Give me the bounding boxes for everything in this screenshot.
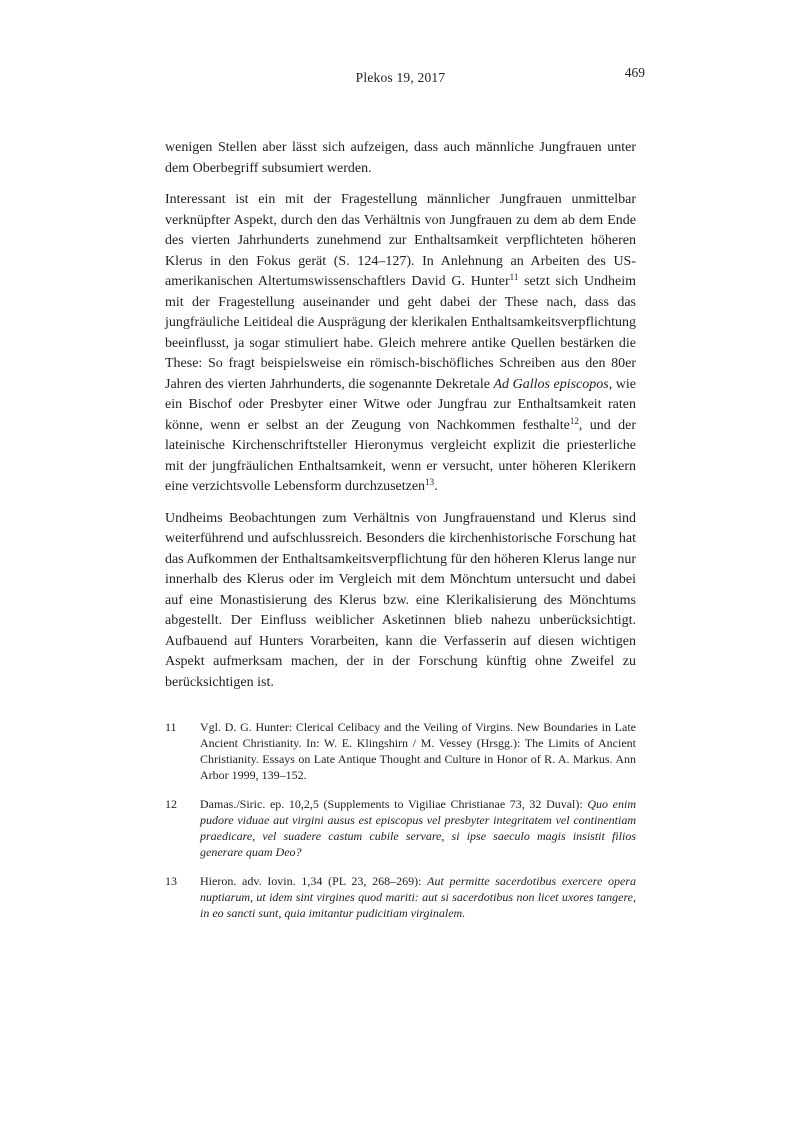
footnote-number: 13	[165, 874, 177, 888]
text-segment: Quo enim pudore viduae aut virgini ausus est episcopus vel presbyter integritatem vel continentiam praedicare, vel suadere castum cubile servare, si ipse saeculo magis insistit filios generare quam Deo?	[200, 797, 637, 859]
footnote-11	[165, 719, 636, 783]
running-head	[165, 65, 645, 88]
page-number: 469	[624, 65, 645, 80]
journal-title: Plekos 19, 2017	[355, 70, 446, 85]
footnote-13	[165, 873, 636, 921]
paragraph-2	[165, 190, 636, 498]
footnote-number: 11	[165, 720, 177, 734]
footnote-text	[200, 719, 636, 783]
paragraph-1	[165, 138, 636, 179]
text-segment: Damas./Siric. ep. 10,2,5 (Supplements to Vigiliae Christianae 73, 32 Duval):	[200, 797, 588, 811]
text-segment: .	[434, 479, 438, 494]
text-segment: Aut permitte sacerdotibus exercere opera nuptiarum, ut idem sint virgines quod mariti: aut si sacerdotibus non licet uxores tangere, in eo sancti sunt, quia imitantur pudicitiam virginalem.	[200, 874, 636, 920]
text-segment: Ad Gallos episcopos	[493, 376, 609, 392]
text-segment: Vgl. D. G. Hunter: Clerical Celibacy and the Veiling of Virgins. New Boundaries in Late Ancient Christianity. In: W. E. Klingshirn / M. Vessey (Hrsgg.): The Limits of Ancient Christianity. Essays on Late Antique Thought and Culture in Honor of R. A. Markus. Ann Arbor 1999, 139–152.	[200, 720, 636, 782]
text-segment: Undheims Beobachtungen zum Verhältnis von Jungfrauenstand und Klerus sind weiterführend und aufschlussreich. Besonders die kirchenhistorische Forschung hat das Aufkommen der Enthaltsamkeitsverpflichtung für den höheren Klerus lange nur innerhalb des Klerus oder im Vergleich mit dem Mönchtum untersucht und dabei auf eine Monastisierung des Klerus bzw. eine Klerikalisierung des Mönchtums abgestellt. Der Einfluss weiblicher Asketinnen blieb nahezu unberücksichtigt. Aufbauend auf Hunters Vorarbeiten, kann die Verfasserin auf diesen wichtigen Aspekt aufmerksam machen, der in der Forschung künftig ohne Zweifel zu berücksichtigen ist.	[165, 510, 636, 690]
content-column	[165, 0, 645, 921]
text-segment: , wie ein Bischof oder Presbyter einer Witwe oder Jungfrau zur Enthaltsamkeit raten könne, wenn er selbst an der Zeugung von Nachkommen festhalte	[165, 376, 636, 433]
footnote-12	[165, 796, 636, 860]
paragraph-3	[165, 509, 636, 694]
footnote-marker: 12	[569, 415, 579, 426]
text-segment: setzt sich Undheim mit der Fragestellung auseinander und geht dabei der These nach, dass das jungfräuliche Leitideal die Ausprägung der klerikalen Enthaltsamkeitsverpflichtung beeinflusst, ja sogar stimuliert habe. Gleich mehrere antike Quellen bestärken die These: So fragt beispielsweise ein römisch-bischöfliches Schreiben aus den 80er Jahren des vierten Jahrhunderts, die sogenannte Dekretale	[165, 274, 636, 392]
footnote-text	[200, 873, 636, 921]
text-segment: , und der lateinische Kirchenschriftsteller Hieronymus vergleicht explizit die priesterliche mit der jungfräulichen Enthaltsamkeit, wenn er versucht, unter höheren Klerikern eine verzichtsvolle Lebensform durchzusetzen	[165, 417, 636, 494]
footnotes-section	[165, 719, 636, 921]
footnote-marker: 11	[509, 272, 519, 282]
text-segment: Interessant ist ein mit der Fragestellung männlicher Jungfrauen unmittelbar verknüpfter Aspekt, durch den das Verhältnis von Jungfrauen zu dem ab dem Ende des vierten Jahrhunderts zunehmend zur Enthaltsamkeit verpflichteten höheren Klerus in den Fokus gerät (S. 124–127). In Anlehnung an Arbeiten des US-amerikanischen Altertumswissenschaftlers David G. Hunter	[165, 192, 636, 289]
footnote-text	[200, 796, 636, 860]
footnote-number: 12	[165, 797, 177, 811]
text-segment: wenigen Stellen aber lässt sich aufzeigen, dass auch männliche Jungfrauen unter dem Oberbegriff subsumiert werden.	[165, 140, 636, 176]
text-segment: Hieron. adv. Iovin. 1,34 (PL 23, 268–269):	[200, 874, 428, 888]
footnote-marker: 13	[425, 477, 435, 487]
page-body	[165, 138, 636, 693]
